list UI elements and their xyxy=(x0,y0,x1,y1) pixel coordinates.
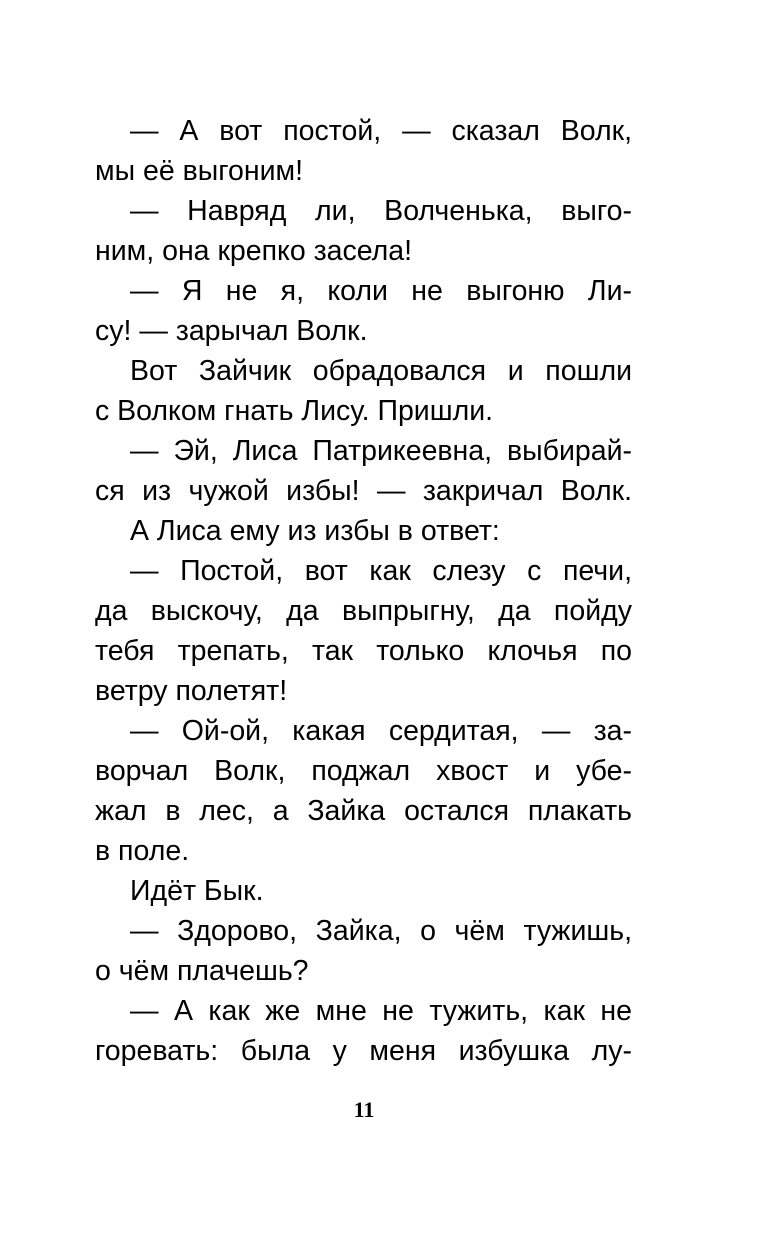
text-line: горевать: была у меня избушка лу- xyxy=(95,1035,632,1067)
text-line: мы её выгоним! xyxy=(95,155,304,187)
text-line: жал в лес, а Зайка остался плакать xyxy=(95,795,632,827)
text-line: — Здорово, Зайка, о чём тужишь, xyxy=(130,915,632,947)
text-line: ветру полетят! xyxy=(95,675,288,707)
text-line: о чём плачешь? xyxy=(95,955,309,987)
text-line: в поле. xyxy=(95,835,190,867)
text-line: ним, она крепко засела! xyxy=(95,235,413,267)
text-line: да выскочу, да выпрыгну, да пойду xyxy=(95,595,632,627)
text-line: — А как же мне не тужить, как не xyxy=(130,995,632,1027)
text-line: Идёт Бык. xyxy=(130,875,264,907)
text-line: — Постой, вот как слезу с печи, xyxy=(130,555,632,587)
text-line: Вот Зайчик обрадовался и пошли xyxy=(130,355,632,387)
text-line: — Эй, Лиса Патрикеевна, выбирай- xyxy=(130,435,632,467)
text-line: А Лиса ему из избы в ответ: xyxy=(130,515,500,547)
text-line: — Ой-ой, какая сердитая, — за- xyxy=(130,715,632,747)
text-line: — Я не я, коли не выгоню Ли- xyxy=(130,275,632,307)
page-number: 11 xyxy=(353,1097,375,1122)
text-line: — Навряд ли, Волченька, выго- xyxy=(130,195,632,227)
text-line: ворчал Волк, поджал хвост и убе- xyxy=(95,755,632,787)
text-line: — А вот постой, — сказал Волк, xyxy=(130,115,632,147)
text-line: су! — зарычал Волк. xyxy=(95,315,368,347)
text-line: тебя трепать, так только клочья по xyxy=(95,635,632,667)
text-line: ся из чужой избы! — закричал Волк. xyxy=(95,475,632,507)
text-line: с Волком гнать Лису. Пришли. xyxy=(95,395,494,427)
